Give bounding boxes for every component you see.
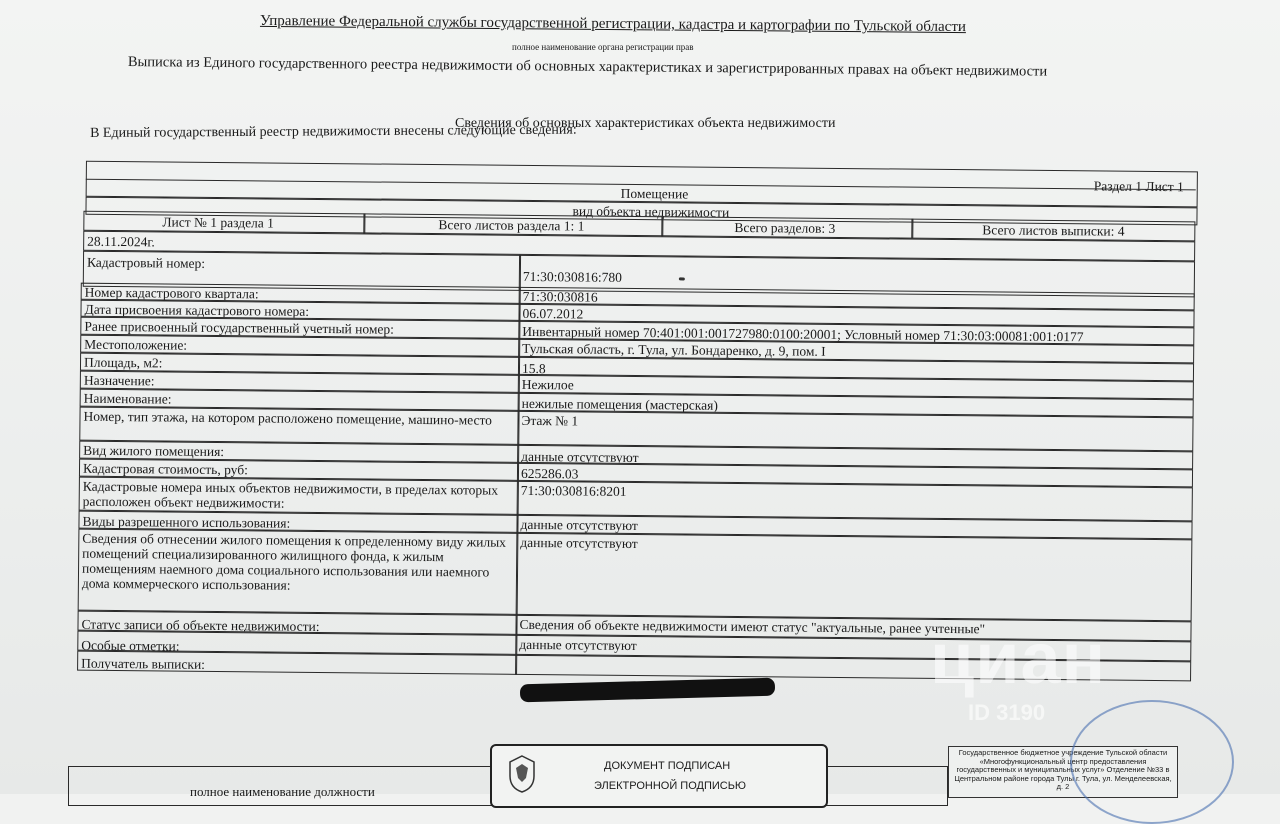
row-value: 625286.03 <box>520 465 579 482</box>
section-sheet-label: Раздел 1 Лист 1 <box>1093 178 1184 195</box>
row-value-cell <box>516 533 1193 621</box>
sheet-no-cell <box>83 211 365 234</box>
row-value: Нежилое <box>521 376 574 393</box>
row-label: Кадастровые номера иных объектов недвижимости, в пределах которых расположен объект недвижимости: <box>82 478 499 511</box>
total-sections: Всего разделов: 3 <box>734 219 836 236</box>
row-value: 71:30:030816 <box>522 288 598 305</box>
row-label: Номер, тип этажа, на котором расположено помещение, машино-место <box>83 408 493 428</box>
mfc-stamp: Государственное бюджетное учреждение Тульской области «Многофункциональный центр предоставления государственных и муниципальных услуг» Отделение №33 в Центральном районе города Тулы г. Тула, ул. Менделеевская, д. 2 <box>948 746 1178 798</box>
total-sections-cell <box>661 216 913 238</box>
org-caption: полное наименование органа регистрации прав <box>512 42 694 52</box>
row-label: Наименование: <box>83 390 172 407</box>
row-label: Особые отметки: <box>81 637 180 654</box>
row-label: Номер кадастрового квартала: <box>84 284 259 302</box>
row-value: данные отсутствуют <box>520 534 638 552</box>
row-label-cell <box>79 477 519 515</box>
signature-line-2: ЭЛЕКТРОННОЙ ПОДПИСЬЮ <box>594 780 747 792</box>
row-label: Ранее присвоенный государственный учетный номер: <box>84 318 395 337</box>
round-seal <box>1070 700 1234 824</box>
org-name: Управление Федеральной службы государственной регистрации, кадастра и картографии по Тульской области <box>259 12 967 36</box>
row-value: 71:30:030816:8201 <box>520 482 627 499</box>
row-label: Площадь, м2: <box>83 354 163 371</box>
row-value: Сведения об объекте недвижимости имеют статус "актуальные, ранее учтенные" <box>519 616 986 637</box>
row-label-cell <box>77 651 517 675</box>
row-label: Дата присвоения кадастрового номера: <box>84 301 310 319</box>
row-label: Получатель выписки: <box>81 655 206 672</box>
row-label-cell <box>78 529 519 615</box>
row-label: Сведения об отнесении жилого помещения к определенному виду жилых помещений специализированного жилищного фонда, к жилым помещениям наемного дома социального использования или наемного дома коммерческого использования: <box>81 530 507 593</box>
row-value: 15.8 <box>521 360 546 377</box>
cadastral-number: 71:30:030816:780 <box>522 268 622 285</box>
watermark-logo: циан <box>930 619 1107 699</box>
sheet-no: Лист № 1 раздела 1 <box>162 214 275 231</box>
e-signature-stamp <box>490 744 828 808</box>
position-caption: полное наименование должности <box>190 784 375 799</box>
row-value: нежилые помещения (мастерская) <box>521 395 718 413</box>
row-value <box>516 656 519 657</box>
row-value: 06.07.2012 <box>522 305 584 322</box>
row-label: Статус записи об объекте недвижимости: <box>81 616 320 634</box>
ink-mark <box>679 277 685 280</box>
object-type-caption: вид объекта недвижимости <box>572 203 730 220</box>
row-value: данные отсутствуют <box>519 636 637 654</box>
extract-date: 28.11.2024г. <box>87 233 155 250</box>
row-value: Тульская область, г. Тула, ул. Бондаренко, д. 9, пом. I <box>522 340 826 359</box>
intro-text: В Единый государственный реестр недвижимости внесены следующие сведения: <box>90 122 577 141</box>
emblem-icon <box>504 754 540 794</box>
row-label: Местоположение: <box>84 336 188 353</box>
row-label: Вид жилого помещения: <box>83 442 225 460</box>
signature-line-1: ДОКУМЕНТ ПОДПИСАН <box>604 760 731 772</box>
row-label-cell <box>79 407 519 445</box>
section-title: Сведения об основных характеристиках объекта недвижимости <box>455 116 836 131</box>
row-value: Этаж № 1 <box>521 412 579 429</box>
document-title: Выписка из Единого государственного реестра недвижимости об основных характеристиках и зарегистрированных правах на объект недвижимости <box>127 54 1048 80</box>
total-sheets: Всего листов выписки: 4 <box>982 222 1125 239</box>
watermark-id: ID 3190 <box>968 700 1046 725</box>
sheets-in-section: Всего листов раздела 1: 1 <box>438 217 585 234</box>
object-type: Помещение <box>620 185 689 202</box>
row-value: данные отсутствуют <box>520 516 638 534</box>
row-label: Назначение: <box>83 372 155 389</box>
row-label: Кадастровая стоимость, руб: <box>82 460 248 478</box>
row-label: Виды разрешенного использования: <box>82 513 291 531</box>
total-sheets-cell <box>911 219 1195 242</box>
row-value: данные отсутствуют <box>521 448 639 466</box>
row-value: Инвентарный номер 70:401:001:001727980:0100:20001; Условный номер 71:30:03:00081:001:0177 <box>522 323 1084 345</box>
cadastral-label: Кадастровый номер: <box>86 254 206 271</box>
